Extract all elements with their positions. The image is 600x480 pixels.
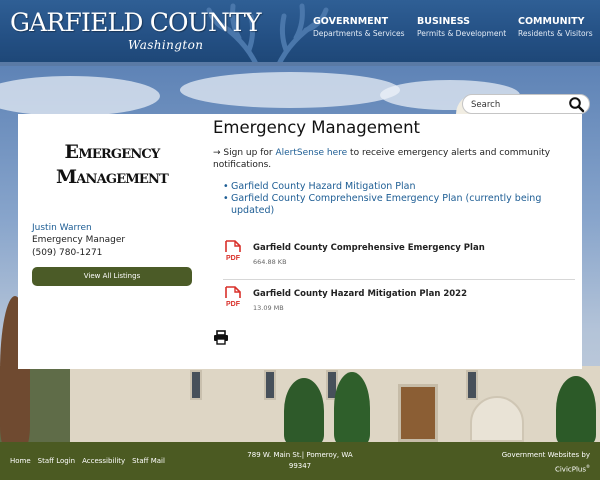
document-size: 13.09 MB: [253, 304, 284, 312]
registered-mark: ®: [586, 464, 590, 469]
intro-text-after: to receive emergency alerts and community notifications.: [213, 148, 551, 170]
view-all-listings-button[interactable]: View All Listings: [32, 267, 192, 286]
footer-link-staff-mail[interactable]: Staff Mail: [132, 457, 165, 465]
search-icon[interactable]: [568, 96, 585, 113]
department-logo-line1: Emergency: [64, 141, 160, 163]
nav-government-title: GOVERNMENT: [313, 16, 389, 27]
page-title: Emergency Management: [213, 118, 420, 137]
department-logo: [56, 140, 168, 190]
nav-business-subtitle: Permits & Development: [417, 29, 507, 38]
document-name: Garfield County Comprehensive Emergency Plan: [253, 243, 485, 253]
pdf-type-label: PDF: [226, 255, 240, 262]
footer-links: [10, 457, 165, 465]
divider: [223, 279, 575, 280]
document-size: 664.88 KB: [253, 258, 287, 266]
nav-government[interactable]: [313, 16, 405, 40]
cloud: [0, 76, 160, 116]
nav-community-subtitle: Residents & Visitors: [518, 29, 593, 38]
building-window: [466, 370, 478, 400]
document-item[interactable]: [223, 238, 575, 276]
pdf-type-label: PDF: [226, 301, 240, 308]
footer-link-staff-login[interactable]: Staff Login: [37, 457, 76, 465]
tree: [556, 376, 596, 442]
pdf-file-icon: [223, 286, 243, 308]
tree: [334, 372, 370, 442]
footer-link-accessibility[interactable]: Accessibility: [82, 457, 126, 465]
nav-community[interactable]: [518, 16, 593, 40]
comprehensive-emergency-plan-link[interactable]: Garfield County Comprehensive Emergency Plan (currently being updated): [231, 193, 542, 216]
intro-text-before: Sign up for: [223, 148, 276, 158]
search-input[interactable]: [471, 97, 567, 112]
credit-line1: Government Websites by: [501, 451, 590, 459]
document-name: Garfield County Hazard Mitigation Plan 2022: [253, 289, 467, 299]
site-logo[interactable]: GARFIELD COUNTY: [10, 8, 261, 37]
tree: [284, 378, 324, 442]
building-window: [190, 370, 202, 400]
print-icon[interactable]: [213, 330, 229, 345]
search-box: [462, 94, 590, 114]
address-line1: 789 W. Main St.| Pomeroy, WA: [247, 451, 353, 459]
alertsense-link[interactable]: AlertSense here: [275, 148, 348, 158]
footer-address: [240, 450, 360, 472]
nav-community-title: COMMUNITY: [518, 16, 585, 27]
department-logo-line2: Management: [56, 166, 168, 188]
building-door: [398, 384, 438, 442]
building-arch: [470, 396, 524, 442]
arrow-icon: →: [213, 148, 221, 158]
content-card: [18, 114, 582, 369]
credit-line2: CivicPlus: [554, 465, 586, 474]
pdf-file-icon: [223, 240, 243, 262]
address-line2: 99347: [288, 462, 312, 470]
site-logo-state: Washington: [128, 38, 204, 52]
hazard-mitigation-plan-link[interactable]: Garfield County Hazard Mitigation Plan: [231, 181, 416, 192]
bullet-icon: •: [223, 181, 229, 192]
building-window: [264, 370, 276, 400]
nav-business-title: BUSINESS: [417, 16, 471, 27]
intro-text: [213, 147, 558, 171]
list-item: [223, 181, 568, 193]
contact-phone: (509) 780-1271: [32, 248, 103, 258]
document-item[interactable]: [223, 284, 575, 322]
nav-business[interactable]: [417, 16, 506, 40]
site-header: [0, 0, 600, 66]
cloud: [180, 72, 400, 108]
civicplus-credit[interactable]: [502, 450, 590, 475]
nav-government-subtitle: Departments & Services: [313, 29, 405, 38]
footer-link-home[interactable]: Home: [10, 457, 31, 465]
bullet-icon: •: [223, 193, 229, 204]
contact-title: Emergency Manager: [32, 235, 126, 245]
contact-name-link[interactable]: Justin Warren: [32, 223, 92, 233]
list-item: [223, 193, 568, 217]
site-footer: [0, 442, 600, 480]
resource-links-list: [223, 181, 568, 217]
